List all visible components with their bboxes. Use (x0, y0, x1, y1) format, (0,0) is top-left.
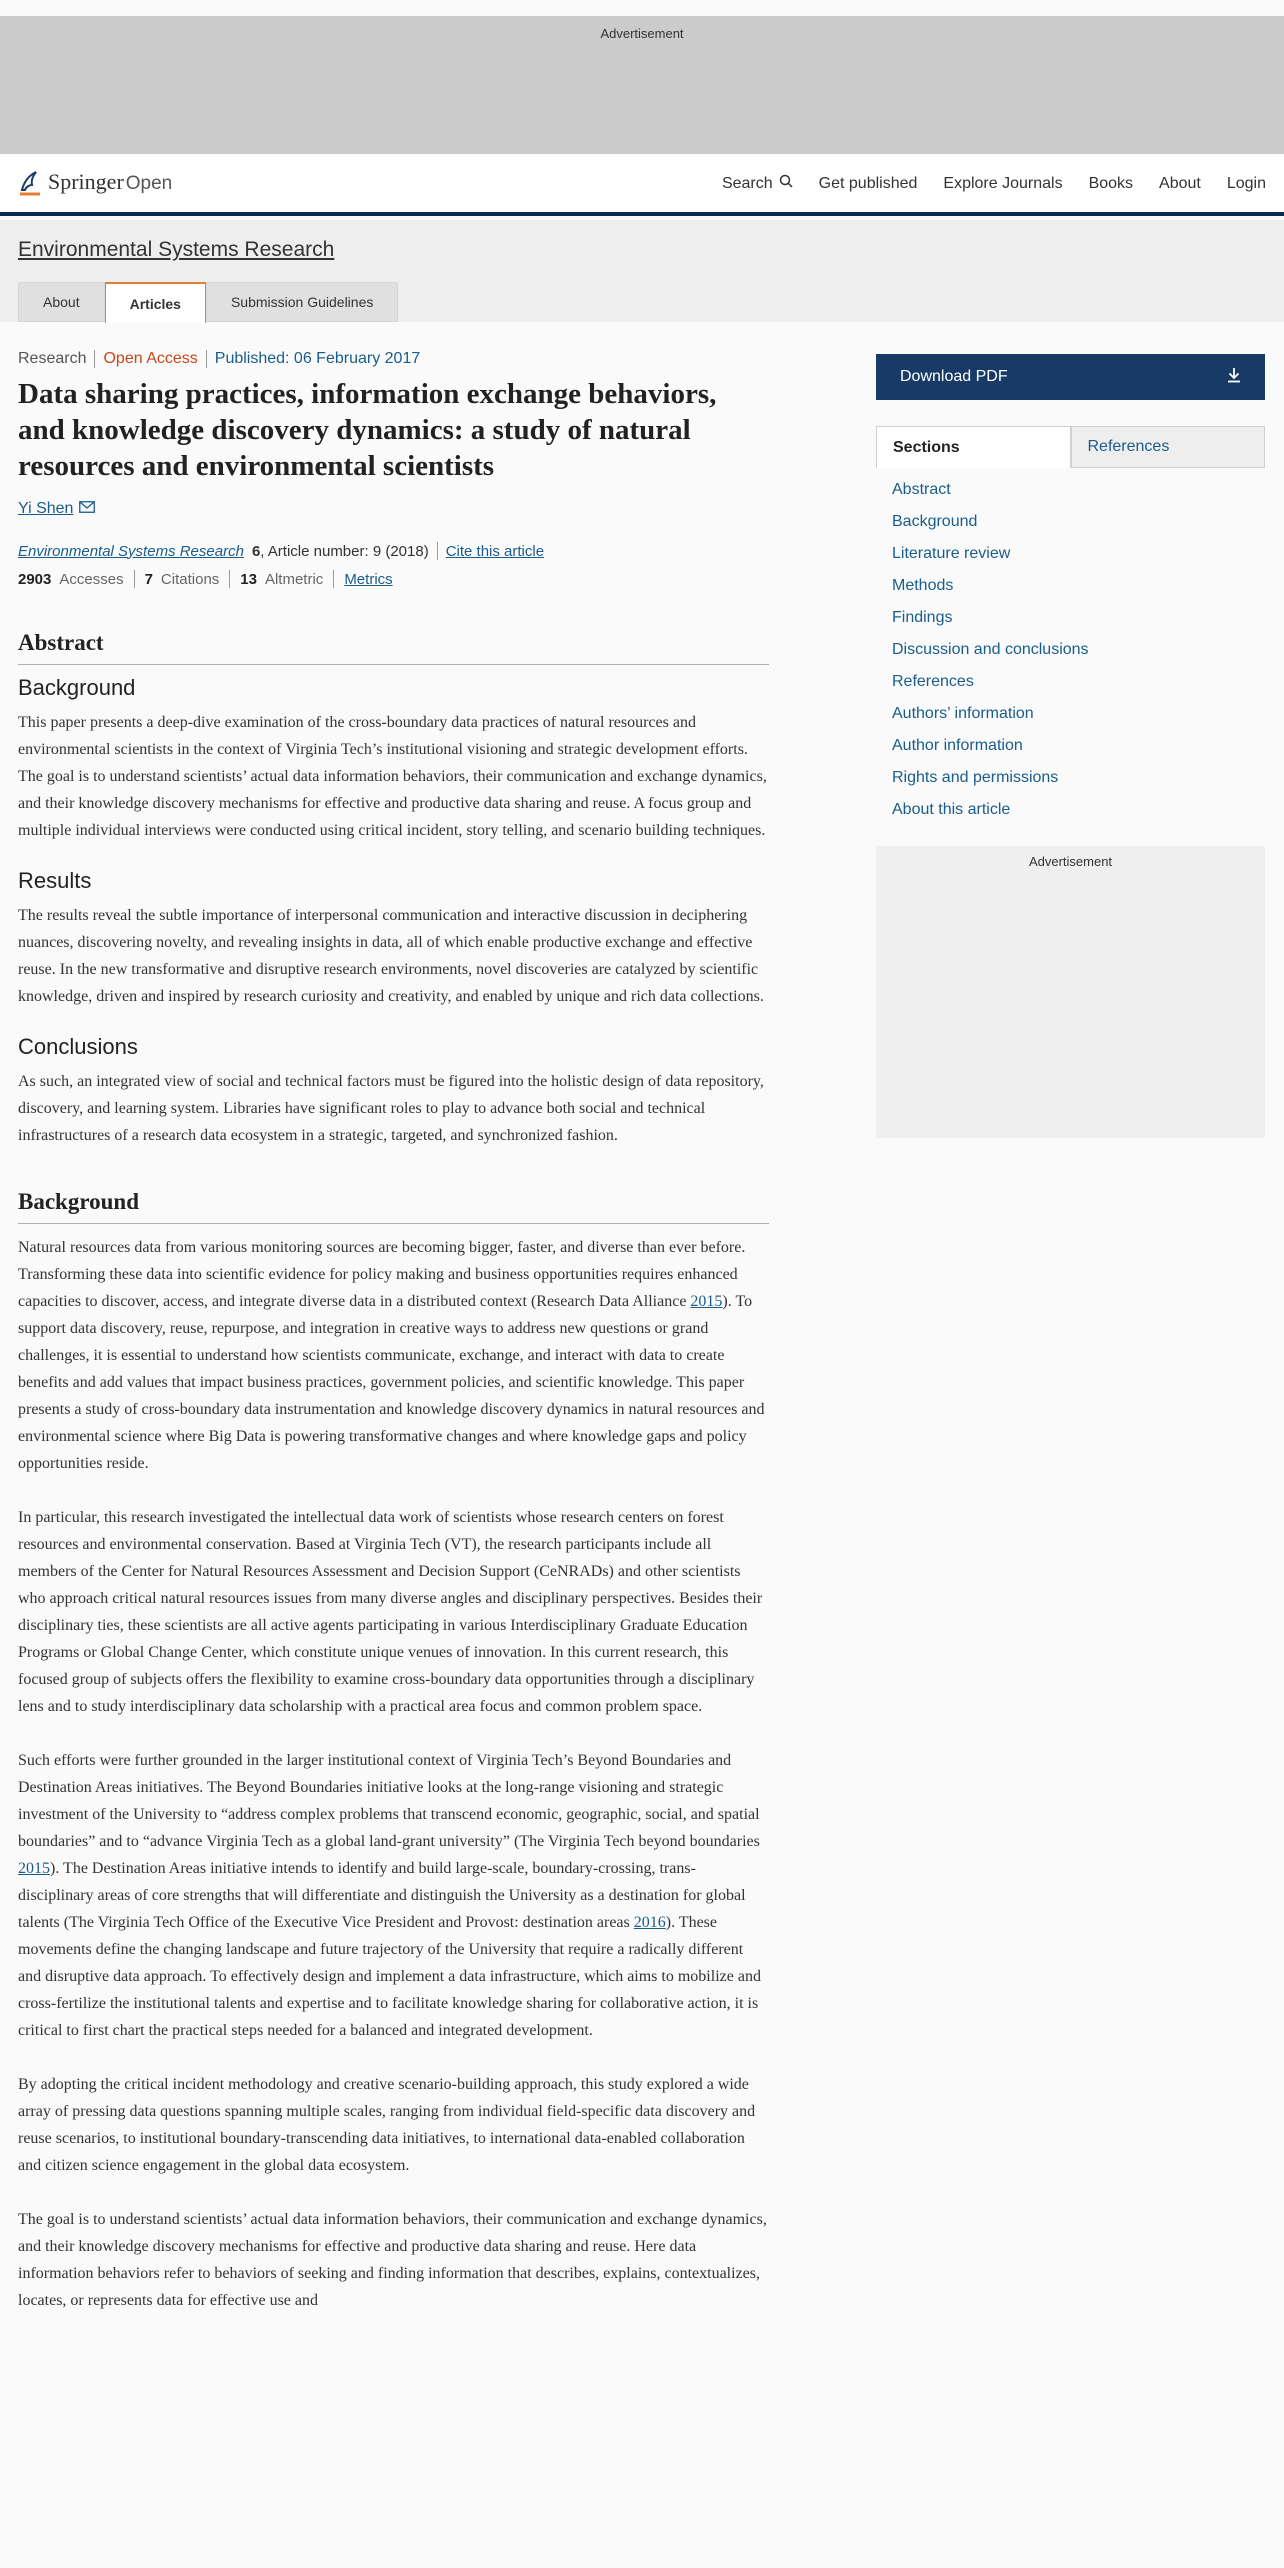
divider (206, 350, 207, 368)
section-link-abstract[interactable]: Abstract (892, 481, 951, 498)
sidebar-tabs (876, 426, 1265, 468)
abstract-conclusions-text: As such, an integrated view of social and technical factors must be figured into the holistic design of data repository, discovery, and learning system. Libraries have significant roles to play to advance both social and technical infrastructures of a research data ecosystem in a strategic, targeted, and synchronized fashion. (18, 1073, 764, 1144)
altmetric-count: 13 (240, 570, 257, 588)
top-advertisement (0, 16, 1284, 154)
section-link-literature-review[interactable]: Literature review (892, 545, 1011, 562)
cite-this-article-link[interactable]: Cite this article (445, 542, 545, 560)
reference-link[interactable]: 2015 (690, 1293, 723, 1310)
metrics-link[interactable]: Metrics (344, 570, 393, 588)
journal-tabs (18, 282, 398, 323)
section-link-references[interactable]: References (892, 673, 974, 690)
site-header (0, 154, 1284, 216)
abstract-background-text: This paper presents a deep-dive examination of the cross-boundary data practices of natural resources and environmental scientists in the context of Virginia Tech’s institutional visioning and strategic development efforts. The goal is to understand scientists’ actual data information behaviors, their communication and exchange dynamics, and their knowledge discovery mechanisms for effective and productive data sharing and reuse. A focus group and multiple individual interviews were conducted using critical incident, story telling, and scenario building techniques. (18, 714, 767, 839)
citations-label: Citations (160, 570, 220, 588)
divider (437, 542, 438, 560)
nav-login[interactable]: Login (1226, 174, 1266, 192)
nav-search-label: Search (721, 174, 773, 192)
email-icon[interactable] (79, 500, 95, 518)
altmetric-label: Altmetric (264, 570, 324, 588)
background-paragraph: In particular, this research investigated the intellectual data work of scientists whose research centers on forest resources and environmental conservation. Based at Virginia Tech (VT), the research participants include all members of the Center for Natural Resources Assessment and Decision Support (CeNRADs) and other scientists who approach critical natural resources issues from many diverse angles and disciplinary perspectives. Besides their disciplinary ties, these scientists are all active agents participating in various Interdisciplinary Graduate Education Programs or Global Change Center, which constitute unique venues of innovation. In this current research, this focused group of subjects offers the flexibility to examine cross-boundary data opportunities through a disciplinary lens and to study interdisciplinary data scholarship with a practical area focus and common problem space. (18, 1509, 763, 1715)
abstract-background-heading: Background (18, 675, 136, 700)
accesses-count: 2903 (18, 570, 52, 588)
sidebar-advertisement (876, 846, 1265, 1138)
author-link[interactable] (18, 500, 769, 518)
divider (94, 350, 95, 368)
sidebar (876, 354, 1265, 1138)
background-paragraph: Natural resources data from various monitoring sources are becoming bigger, faster, and diverse than ever before. Transforming these data into scientific evidence for policy making and business opportunities requires enhanced capacities to discover, access, and integrate diverse data in a distributed context (Research Data Alliance 2015). To support data discovery, reuse, repurpose, and integration in creative ways to address new questions or grand challenges, it is essential to understand how scientists communicate, exchange, and interact with data to create benefits and add values that impact business practices, government policies, and scientific knowledge. This paper presents a study of cross-boundary data instrumentation and knowledge discovery dynamics in natural resources and environmental science where Big Data is powering transformative changes and where knowledge gaps and policy opportunities reside. (18, 1239, 765, 1472)
nav-explore-journals[interactable]: Explore Journals (943, 174, 1063, 192)
citation-article-number: , Article number: 9 (2018) (260, 542, 429, 560)
divider (229, 570, 230, 588)
author-name: Yi Shen (18, 500, 74, 517)
abstract-results-heading: Results (18, 868, 92, 893)
background-section (18, 1189, 769, 2314)
citation-journal-link[interactable]: Environmental Systems Research (18, 542, 244, 560)
springer-horse-icon (18, 168, 42, 196)
nav-get-published[interactable]: Get published (818, 174, 918, 192)
abstract-heading: Abstract (18, 630, 769, 665)
citation-line (18, 542, 769, 560)
section-link-authors-information[interactable]: Authors’ information (892, 705, 1034, 722)
reference-link[interactable]: 2016 (633, 1914, 666, 1931)
tab-about[interactable]: About (18, 282, 105, 322)
divider (134, 570, 135, 588)
abstract-conclusions-heading: Conclusions (18, 1034, 138, 1059)
search-icon (779, 174, 793, 193)
nav-books[interactable]: Books (1088, 174, 1134, 192)
abstract-section (18, 630, 769, 1149)
logo-springer: Springer (48, 169, 124, 194)
section-link-author-information[interactable]: Author information (892, 737, 1023, 754)
logo-open: Open (125, 173, 173, 194)
main-nav (696, 174, 1266, 193)
sections-list (876, 468, 1265, 826)
ad-label: Advertisement (1028, 854, 1113, 869)
section-link-methods[interactable]: Methods (892, 577, 954, 594)
abstract-results-text: The results reveal the subtle importance of interpersonal communication and interactive discussion in deciphering nuances, discovering novelty, and revealing insights in data, all of which enable productive exchange and effective reuse. In the new transformative and disruptive research environments, novel discoveries are catalyzed by scientific knowledge, driven and inspired by research curiosity and creativity, and enabled by unique and rich data collections. (18, 907, 764, 1005)
tab-articles[interactable]: Articles (105, 282, 206, 323)
reference-link[interactable]: 2015 (18, 1860, 50, 1877)
journal-bar (0, 220, 1284, 322)
article-meta (18, 350, 769, 368)
article-title: Data sharing practices, information exchange behaviors, and knowledge discovery dynamics: a study of natural resources and environmental scientists (18, 378, 717, 482)
article-main (18, 350, 769, 2314)
nav-about[interactable]: About (1159, 174, 1201, 192)
open-access-badge: Open Access (103, 350, 198, 367)
nav-search[interactable] (722, 174, 793, 193)
tab-sections[interactable]: Sections (876, 426, 1071, 468)
background-paragraph: The goal is to understand scientists’ actual data information behaviors, their communication and exchange dynamics, and their knowledge discovery mechanisms for effective and productive data sharing and reuse. Here data information behaviors refer to behaviors of seeking and finding information that describes, explains, contextualizes, locates, or represents data for effective use and (18, 2211, 767, 2309)
section-link-findings[interactable]: Findings (892, 609, 953, 626)
section-link-rights[interactable]: Rights and permissions (892, 769, 1059, 786)
journal-title-link[interactable]: Environmental Systems Research (18, 238, 335, 261)
ad-label: Advertisement (600, 26, 684, 41)
background-paragraph: Such efforts were further grounded in the larger institutional context of Virginia Tech’s Beyond Boundaries and Destination Areas initiatives. The Beyond Boundaries initiative looks at the long-range visioning and strategic investment of the University to “address complex problems that transcend economic, geographic, social, and spatial boundaries” and to “advance Virginia Tech as a global land-grant university” (The Virginia Tech beyond boundaries 2015). The Destination Areas initiative intends to identify and build large-scale, boundary-crossing, trans-disciplinary areas of core strengths that will differentiate and distinguish the University as a destination for global talents (The Virginia Tech Office of the Executive Vice President and Provost: destination areas 2016). These movements define the changing landscape and future trajectory of the University that require a radically different and disruptive data approach. To effectively design and implement a data infrastructure, which aims to mobilize and cross-fertilize the institutional talents and expertise and to facilitate knowledge sharing for collaborative action, it is critical to first chart the practical steps needed for a balanced and integrated development. (18, 1752, 761, 2039)
download-icon (1227, 367, 1241, 388)
background-heading: Background (18, 1189, 769, 1224)
section-link-discussion[interactable]: Discussion and conclusions (892, 641, 1089, 658)
section-link-background[interactable]: Background (892, 513, 978, 530)
springer-open-logo[interactable] (18, 168, 172, 196)
divider (333, 570, 334, 588)
citation-volume: 6 (251, 542, 261, 560)
background-paragraph: By adopting the critical incident methodology and creative scenario-building approach, this study explored a wide array of pressing data questions spanning multiple scales, ranging from individual field-specific data discovery and reuse scenarios, to institutional boundary-transcending data initiatives, to international data-enabled collaboration and citizen science engagement in the global data ecosystem. (18, 2076, 756, 2174)
tab-submission-guidelines[interactable]: Submission Guidelines (206, 282, 398, 322)
download-pdf-label: Download PDF (900, 368, 1008, 385)
download-pdf-button[interactable] (876, 354, 1265, 400)
citations-count: 7 (144, 570, 153, 588)
accesses-label: Accesses (59, 570, 124, 588)
article-type: Research (18, 350, 87, 367)
section-link-about-article[interactable]: About this article (892, 801, 1011, 818)
article-metrics (18, 570, 769, 588)
tab-references[interactable]: References (1071, 426, 1266, 468)
published-date: Published: 06 February 2017 (214, 350, 421, 367)
